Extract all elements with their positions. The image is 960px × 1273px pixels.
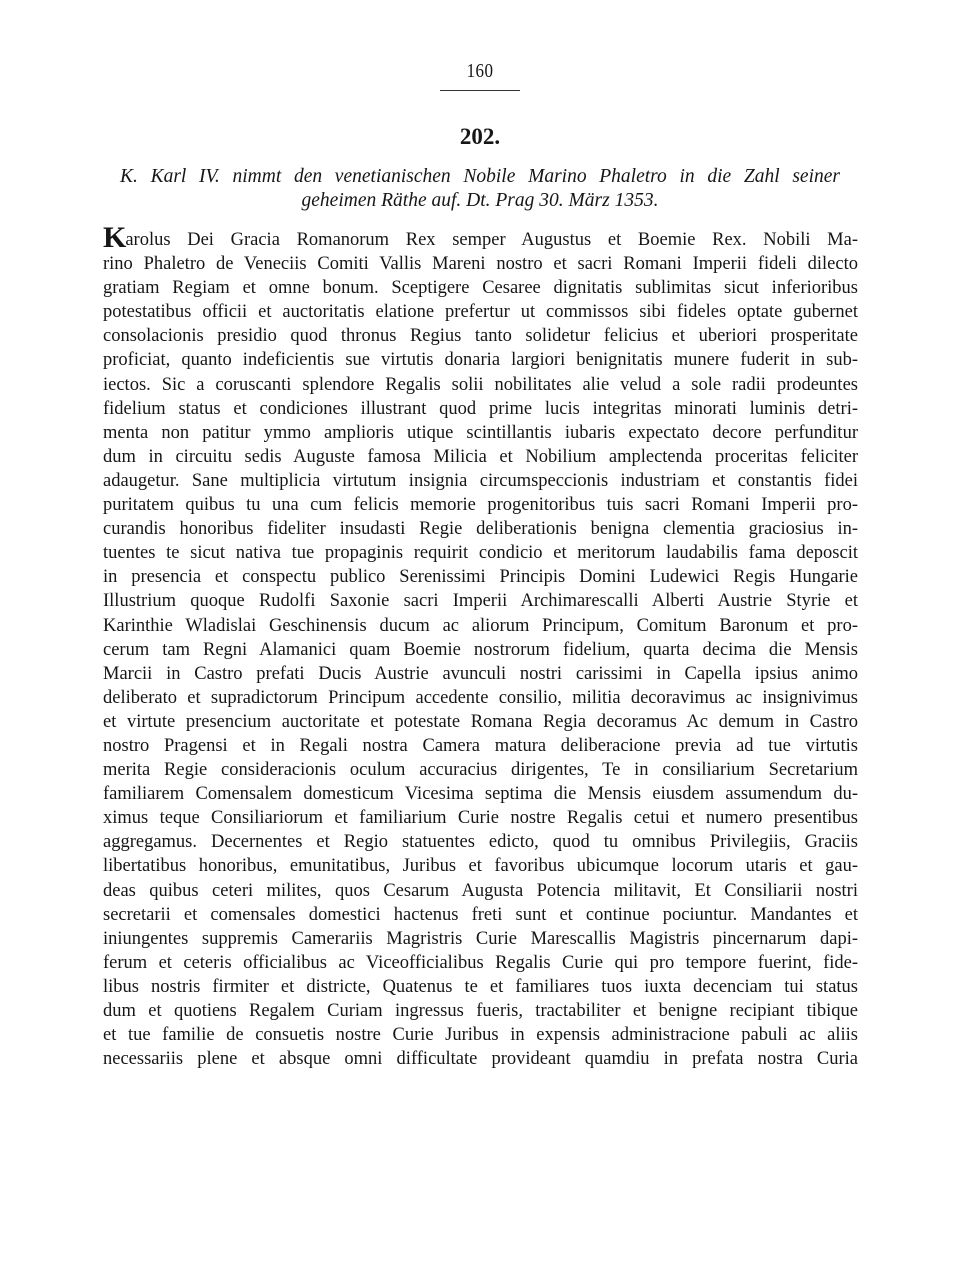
- document-heading: [120, 165, 840, 213]
- body-line: fidelium status et condiciones illustrant quod prime lucis integritas minorati luminis detri-: [103, 398, 858, 419]
- body-line: aggregamus. Decernentes et Regio statuentes edicto, quod tu omnibus Privilegiis, Graciis: [103, 832, 858, 853]
- body-line: ferum et ceteris officialibus ac Viceofficialibus Regalis Curie qui pro tempore fuerint, fide-: [103, 952, 858, 973]
- body-line: cerum tam Regni Alamanici quam Boemie nostrorum fidelium, quarta decima die Mensis: [103, 639, 858, 660]
- body-line: iectos. Sic a coruscanti splendore Regalis solii nobilitates alie velud a sole radii prodeuntes: [103, 374, 858, 395]
- heading-line-1: K. Karl IV. nimmt den venetianischen Nobile Marino Phaletro in die Zahl seiner: [120, 166, 840, 187]
- body-line-first-rest: arolus Dei Gracia Romanorum Rex semper Augustus et Boemie Rex. Nobili Ma-: [125, 230, 858, 250]
- document-number: 202.: [459, 124, 501, 149]
- body-line: adaugetur. Sane multiplicia virtutum insignia circumspeccionis industriam et constantis fidei: [103, 470, 858, 491]
- body-line: deas quibus ceteri milites, quos Cesarum Augusta Potencia militavit, Et Consiliarii nostri: [103, 880, 858, 901]
- body-line: curandis honoribus fideliter insudasti Regie deliberationis benigna clementia graciosius in-: [103, 519, 858, 540]
- body-line: familiarem Comensalem domesticum Vicesima septima die Mensis eiusdem assumendum du-: [103, 784, 858, 805]
- body-line: dum in circuitu sedis Auguste famosa Milicia et Nobilium amplectenda proceritas feliciter: [103, 446, 858, 467]
- body-line: necessariis plene et absque omni difficultate provideant quamdiu in prefata nostra Curia: [103, 1049, 858, 1070]
- page-number-rule: [440, 90, 520, 91]
- body-line: deliberato et supradictorum Principum accedente consilio, militia decoravimus ac insignivimus: [103, 687, 858, 708]
- heading-line-2: geheimen Räthe auf. Dt. Prag 30. März 1353.: [301, 190, 659, 211]
- body-line: Illustrium quoque Rudolfi Saxonie sacri Imperii Archimarescalli Alberti Austrie Styrie et: [103, 591, 858, 612]
- body-line: gratiam Regiam et omne bonum. Sceptigere Cesaree dignitatis sublimitas sicut inferioribus: [103, 278, 858, 299]
- body-line: et tue familie de consuetis nostre Curie Juribus in expensis administracione pabuli ac aliis: [103, 1025, 858, 1046]
- body-line: puritatem quibus tu una cum felicis memorie progenitoribus tuis sacri Romani Imperii pro-: [103, 495, 858, 516]
- body-line: libertatibus honoribus, emunitatibus, Juribus et favoribus ubicumque locorum utaris et gau-: [103, 856, 858, 877]
- body-line: libus nostris firmiter et districte, Quatenus te et familiares tuos iuxta decenciam tui status: [103, 976, 858, 997]
- initial-letter: K: [103, 221, 126, 254]
- body-line: consolacionis presidio quod thronus Regius tanto solidetur felicius et uberiori prosperitate: [103, 326, 858, 347]
- body-line: proficiat, quanto indeficientis sue virtutis donaria largiori benignitatis munere fuderit in sub-: [103, 350, 858, 371]
- page-number: 160: [466, 60, 494, 82]
- body-line: rino Phaletro de Veneciis Comiti Vallis Mareni nostro et sacri Romani Imperii fideli dilecto: [103, 254, 858, 275]
- body-line: ximus teque Consiliariorum et familiarium Curie nostre Regalis cetui et numero presentibus: [103, 808, 858, 829]
- body-line: dum et quotiens Regalem Curiam ingressus fueris, tractabiliter et benigne recipiant tibique: [103, 1001, 858, 1021]
- body-line: merita Regie consideracionis oculum accuracius dirigentes, Te in consiliarium Secretarium: [103, 760, 858, 781]
- body-line: iniungentes suppremis Camerariis Magristris Curie Marescallis Magistris pincernarum dapi-: [103, 928, 858, 949]
- body-line: Karinthie Wladislai Geschinensis ducum ac aliorum Principum, Comitum Baronum et pro-: [103, 615, 858, 636]
- body-line: potestatibus officii et auctoritatis elatione prefertur ut commissos sibi fideles optate gubernet: [103, 302, 858, 323]
- body-line: nostro Pragensi et in Regali nostra Camera matura deliberacione previa ad tue virtutis: [103, 735, 858, 756]
- body-line: in presencia et conspectu publico Serenissimi Principis Domini Ludewici Regis Hungarie: [103, 567, 858, 588]
- body-line: secretarii et comensales domestici hactenus freti sunt et continue pociuntur. Mandantes et: [103, 904, 858, 925]
- body-line: menta non patitur ymmo amplioris utique scintillantis iubaris expectato decore perfunditur: [103, 422, 858, 443]
- body-line: et virtute presencium auctoritate et potestate Romana Regia decoramus Ac demum in Castro: [103, 711, 858, 732]
- body-line: tuentes te sicut nativa tue propaginis requirit condicio et meritorum laudabilis fama deposcit: [103, 543, 858, 564]
- body-line: Marcii in Castro prefati Ducis Austrie avunculi nostri carissimi in Capella ipsius animo: [103, 663, 858, 684]
- body-text: [103, 221, 858, 1071]
- body-line-first: [103, 221, 858, 254]
